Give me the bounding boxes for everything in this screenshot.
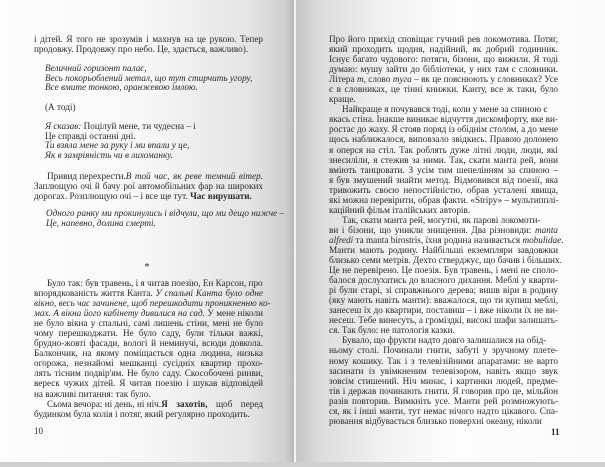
text-line <box>329 155 558 165</box>
text: вміють танцювати. З усім тим шепелінням за спиною – <box>329 164 558 175</box>
text: лять тісним подвір'ям. Не було саду. Скособочені ринви, <box>34 368 263 379</box>
italic-text: вікно, весь час зачинене, щоб перешкодити проникненню ко- <box>34 298 271 309</box>
text-line <box>329 335 558 345</box>
italic-text: m <box>356 74 364 85</box>
text: Бувало, що фрукти надто довго залишалися на обід- <box>342 335 547 346</box>
text: , їхня родина називається <box>420 234 523 245</box>
text: ся. Так було: не патологія казки. <box>329 325 455 336</box>
text-line <box>329 145 558 155</box>
text: чому перешкоджати. Не було саду, були тільки важкі, <box>34 328 263 339</box>
text: каційний фільм італійських авторів. <box>329 204 471 215</box>
text: будинком була колія і потяг, який регулярно проходить. <box>34 408 250 419</box>
text: (А тоді) <box>45 102 76 112</box>
text: Було так: був травень, і я читав поезію, Ен Карсон, про <box>47 278 263 288</box>
italic-text: Ти взяла мене за руку і ми впали у це, <box>45 140 190 151</box>
text: , слово <box>363 74 393 85</box>
text-line <box>329 64 558 74</box>
poem-aside <box>45 103 265 113</box>
italic-text: Це, напевно, долина смерті. <box>46 217 156 228</box>
text-line <box>34 308 263 318</box>
text: і дітей. Я того не зрозумів і махнув на це рукою. Тепер <box>34 34 263 44</box>
text-line <box>34 318 263 328</box>
poem-stanza <box>45 122 265 160</box>
text-line <box>329 416 558 426</box>
text: Так, скати манта рей, могутні, як парові локомоти- <box>342 214 541 225</box>
paragraph <box>34 171 263 201</box>
text: щоб перед <box>207 398 263 409</box>
text-line <box>329 245 558 255</box>
text: знесиліли, я стежив за ними. Так, скати манта рей, вони <box>329 154 558 165</box>
italic-text: Як в замріяність чи в лихоманку. <box>45 149 174 160</box>
text: разів повторив. Вимкніть усе. Манти рей розмножують- <box>329 395 558 406</box>
poem-stanza <box>45 64 265 93</box>
text-line <box>329 54 558 64</box>
text: брудно-жовті фасади, вологі й неминучі, всюди довкола. <box>34 338 263 349</box>
text: несеш. Тебе винесуть, а громіздкі, високі шафи залишать- <box>329 315 558 326</box>
text: вереск чужих дітей. Я читав поезію і шукав відповідей <box>34 378 263 389</box>
text-line <box>329 325 558 335</box>
text-line <box>329 356 558 366</box>
text: ви і бізони, що уникли знищення. Два різновиди: <box>329 224 536 235</box>
text: я був змушений знайти метод. Відмовився від поезії, яка <box>329 174 558 185</box>
italic-text: alfredi <box>329 234 354 245</box>
italic-text: Одного ранку ми прокинулись і відчули, що ми дещо нижче – <box>46 208 285 218</box>
text: Це справді останні дні. <box>45 130 136 141</box>
text-line <box>34 399 263 409</box>
text: Літера <box>329 74 357 85</box>
text: Привид перехрести. <box>47 171 126 181</box>
text-line <box>34 348 263 358</box>
text-line <box>34 171 263 181</box>
text-line <box>329 124 558 134</box>
text-line <box>34 409 263 419</box>
text: близько семи метрів. Дехто стверджує, що бачив і більших. <box>329 255 562 266</box>
text-line <box>34 328 263 338</box>
text-line <box>329 165 558 175</box>
text: зовсім стишений. Ніч минає, і картинки людей, предме- <box>329 375 558 386</box>
text: рі були старі, зі справжнього дерева; вишв віри в родину <box>329 285 558 296</box>
text-line <box>329 265 558 275</box>
text: тривожить своєю непостійністю, обрав усталені явища, <box>329 184 558 195</box>
text-line <box>329 225 558 235</box>
text: Сьома вечора: ні день, ні ніч. <box>47 398 162 409</box>
text: краще. <box>329 94 356 105</box>
text: . <box>561 234 564 245</box>
italic-text: manta <box>535 224 558 235</box>
text-line <box>329 315 558 325</box>
text: є в словниках, це тінні книжки. Канту, все ж таки, було <box>329 84 558 95</box>
bold-text: Час вирушати. <box>190 191 252 202</box>
text-line <box>34 191 263 201</box>
text-line <box>329 134 558 144</box>
text-line <box>329 74 558 84</box>
text: Поцілуй мене, ти чудесна – і <box>83 121 196 131</box>
paragraph <box>34 278 271 419</box>
italic-text: мах. А вікна його кабінету дивилися на сад. <box>34 308 205 319</box>
page-number: 11 <box>551 427 560 437</box>
text: та <box>353 234 366 245</box>
text: які можна перевірити, обрав факти. «Stripy» – мультипплі- <box>329 194 559 205</box>
text-line <box>329 195 558 205</box>
text-line <box>329 406 558 416</box>
text-line <box>329 255 562 266</box>
text-line <box>34 288 263 298</box>
text-line <box>329 366 558 376</box>
text: Заплющую очі й бачу рої автомобільних фар на широких <box>34 181 263 192</box>
text: на важливі питання: так було. <box>34 388 151 399</box>
text: я оперся на стіл. Так роблять дуже літні люди, люди, які <box>329 144 558 155</box>
text-line <box>329 84 558 94</box>
text-line <box>329 345 558 355</box>
text: огорожа, незнайомі мешканці сусідніх квартир прохо- <box>34 358 263 369</box>
page-number: 10 <box>34 426 43 436</box>
text: (яку мають навіть манти): вважалося, що ти купиш меблі, <box>329 295 558 306</box>
text-line <box>329 34 558 44</box>
text-line <box>329 386 558 396</box>
paragraph <box>34 34 263 54</box>
text-line <box>329 234 564 245</box>
text: ся, як і інші манти, тут немає нічого надто цікавого. Спа- <box>329 405 558 416</box>
text-line <box>45 151 265 161</box>
text-line <box>329 376 558 386</box>
text: занесеш їх до квартири, поставиш – і вже ніколи їх не ви- <box>329 305 558 316</box>
text-line <box>329 295 558 305</box>
text-line <box>329 185 558 195</box>
text-line <box>34 298 271 309</box>
right-page <box>296 0 605 462</box>
bold-text: Я захотів, <box>161 398 208 409</box>
text: не було вікна у спальні, самі лишень стіни, мені не було <box>34 318 263 329</box>
text-line <box>329 305 558 315</box>
text: якась стіна. Інакше виникає відчуття дискомфорту, яке ви- <box>329 114 558 125</box>
text-line <box>45 83 265 93</box>
text-line <box>34 358 263 368</box>
text: Це не перевірено. Це поезія. Був травень, і мені не споло- <box>329 265 558 276</box>
text: Про його прихід сповіщає гучний рев локомотива. Потяг, <box>329 34 558 44</box>
text: Манти мають родину. Найбільші екземпляри завдовжки <box>329 244 558 255</box>
text-line <box>329 114 558 124</box>
text-line <box>329 44 558 54</box>
italic-text: mуга <box>392 74 412 85</box>
italic-text: В той час, як реве темний вітер. <box>125 171 263 181</box>
text: Балкончик, на якому поміщається одна людина, низька <box>34 348 263 359</box>
text-line <box>329 215 558 225</box>
text: тів і держав починають гнити. Я говорив про це, мільйон <box>329 385 558 396</box>
text: manta birostris <box>365 234 421 245</box>
text-line <box>329 104 558 114</box>
text: дорогах. Розплющую очі – і все ще тут. <box>34 191 191 202</box>
text-line <box>34 389 263 399</box>
italic-text: mobulidae <box>522 234 562 245</box>
text: ростає до жаху. Я стояв поряд із обіднім столом, а до мене <box>329 124 558 135</box>
text: засинати із увімкненим телевізором, навіть якщо звук <box>329 365 558 376</box>
text-line <box>329 396 558 406</box>
text: – як це пояснюють у словниках? Усе <box>411 74 558 85</box>
text-line <box>34 338 263 348</box>
text-line <box>329 175 558 185</box>
poem-stanza <box>46 208 285 228</box>
italic-text: Величний горизонт палає, <box>45 63 147 73</box>
italic-text: Все вмите тонкою, оранжевою імлою. <box>45 82 198 93</box>
text: Найкраще я почувався тоді, коли у мене за спиною є <box>342 104 548 115</box>
italic-text: Весь покорьоблений метал, що тут стирчить угору, <box>45 72 253 83</box>
paragraph <box>329 34 564 426</box>
text-line <box>34 44 263 54</box>
text-line <box>34 378 263 388</box>
text: балося дослухатись до власного дихання. Меблі у кварти- <box>329 275 558 286</box>
text-line <box>34 181 263 191</box>
text: який проходить щодня, надійний, як добрий годинник. <box>329 44 558 55</box>
text-line <box>34 368 263 378</box>
text-line <box>45 103 265 113</box>
text-line <box>329 275 558 285</box>
text-line <box>46 219 266 229</box>
text-line <box>329 205 558 215</box>
section-separator: * <box>144 262 150 273</box>
text: думаю: мушу зайти до бібліотеки, у них там є словники. <box>329 64 558 75</box>
text-line <box>34 34 263 44</box>
text: продовжу. Продовжу про небо. Це, здається, важливо). <box>34 44 249 55</box>
left-page <box>0 0 294 462</box>
text-line <box>329 285 558 295</box>
italic-text: У спальні Канта було одне <box>155 288 264 299</box>
text-line <box>329 94 558 104</box>
text: ньому столі. Починали гнити, забуті у зручному плете- <box>329 345 558 356</box>
italic-text: Я сказав: <box>45 121 84 131</box>
text-line <box>34 278 263 288</box>
text: впорядкованість життя Канта. <box>34 288 156 299</box>
text: У мене ніколи <box>204 308 263 319</box>
text: рювання відбувається близько поверхні океану, ніколи <box>329 415 542 426</box>
text: Існує багато чудового: потяги, бізони, що вижили. Я тоді <box>329 54 558 65</box>
text: щось наближалося, виповзало звідкись. Правою долонею <box>329 134 558 145</box>
text: ному кошику. Так і з телевізійними апаратами: не варто <box>329 355 558 366</box>
